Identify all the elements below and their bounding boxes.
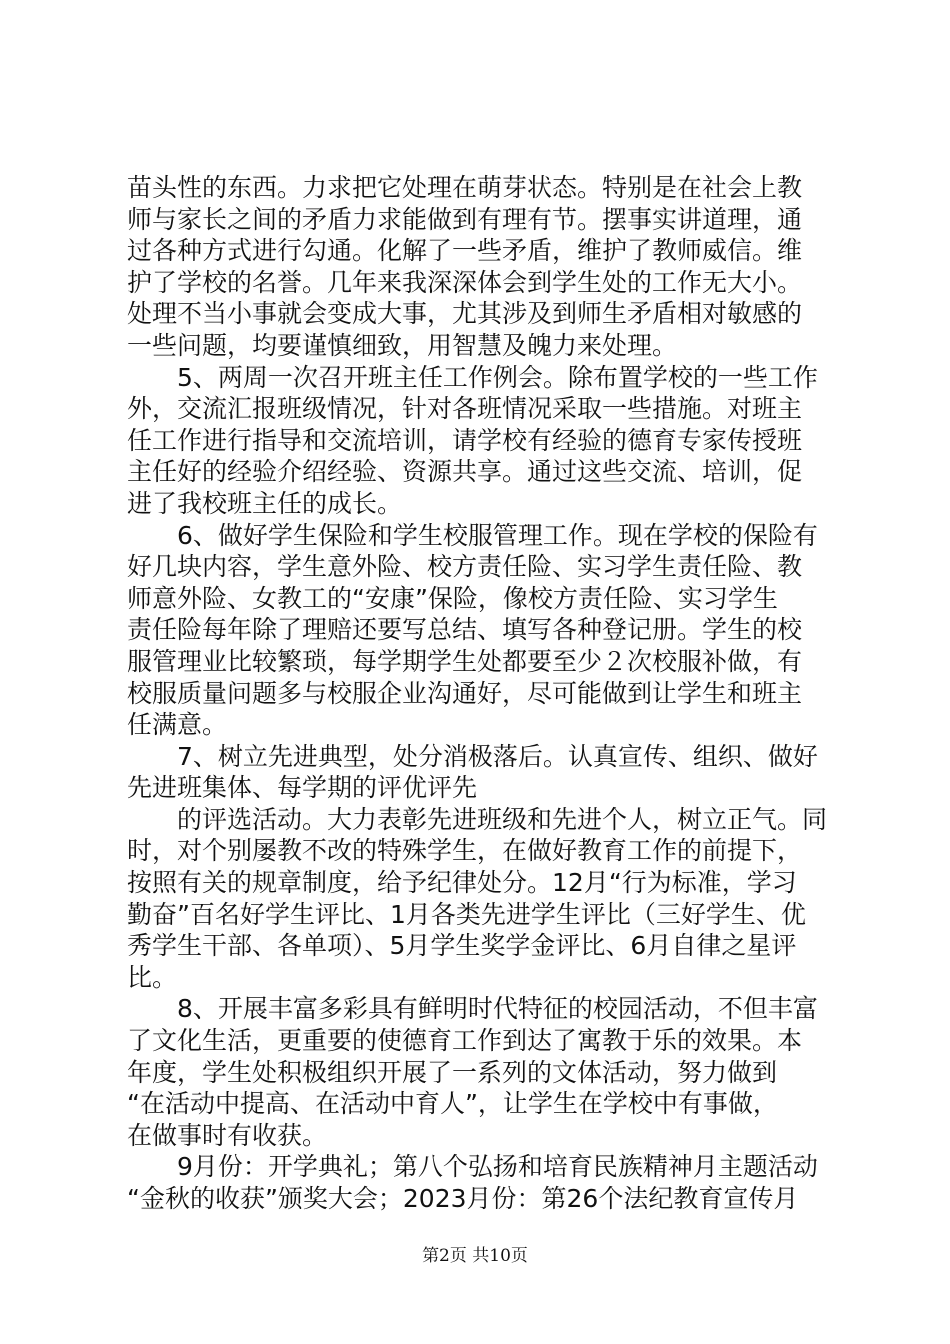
text-line: 先进班集体、每学期的评优评先 bbox=[127, 773, 478, 803]
text-line: 9月份：开学典礼；第八个弘扬和培育民族精神月主题活动 bbox=[177, 1152, 818, 1182]
text-line: 时，对个别屡教不改的特殊学生，在做好教育工作的前提下， bbox=[127, 836, 803, 866]
text-line: 师意外险、女教工的“安康”保险，像校方责任险、实习学生 bbox=[127, 583, 778, 613]
text-line: 按照有关的规章制度，给予纪律处分。12月“行为标准，学习 bbox=[127, 868, 797, 898]
text-line: 任工作进行指导和交流培训，请学校有经验的德育专家传授班 bbox=[127, 425, 803, 455]
text-line: 好几块内容，学生意外险、校方责任险、实习学生责任险、教 bbox=[127, 552, 803, 582]
text-line: 责任险每年除了理赔还要写总结、填写各种登记册。学生的校 bbox=[127, 615, 803, 645]
text-line: 过各种方式进行勾通。化解了一些矛盾，维护了教师威信。维 bbox=[127, 236, 803, 266]
text-line: 外，交流汇报班级情况，针对各班情况采取一些措施。对班主 bbox=[127, 394, 803, 424]
text-line: “金秋的收获”颁奖大会；2023月份：第26个法纪教育宣传月 bbox=[127, 1184, 799, 1213]
text-line: 勤奋”百名好学生评比、1月各类先进学生评比（三好学生、优 bbox=[127, 899, 806, 929]
text-line: 的评选活动。大力表彰先进班级和先进个人，树立正气。同 bbox=[177, 804, 828, 834]
page-number-footer: 第2页 共10页 bbox=[422, 1246, 528, 1266]
text-line: 主任好的经验介绍经验、资源共享。通过这些交流、培训，促 bbox=[127, 457, 803, 487]
document-body bbox=[127, 172, 832, 1215]
text-line: 比。 bbox=[127, 962, 178, 992]
text-line: 7、树立先进典型，处分消极落后。认真宣传、组织、做好 bbox=[177, 741, 818, 771]
text-line: 进了我校班主任的成长。 bbox=[127, 488, 403, 518]
text-line: 6、做好学生保险和学生校服管理工作。现在学校的保险有 bbox=[177, 520, 818, 550]
text-line: 秀学生干部、各单项）、5月学生奖学金评比、6月自律之星评 bbox=[127, 931, 797, 961]
text-line: 8、开展丰富多彩具有鲜明时代特征的校园活动，不但丰富 bbox=[177, 994, 818, 1024]
text-line: 处理不当小事就会变成大事，尤其涉及到师生矛盾相对敏感的 bbox=[127, 299, 803, 329]
text-line: 师与家长之间的矛盾力求能做到有理有节。摆事实讲道理，通 bbox=[127, 204, 803, 234]
text-line: 服管理业比较繁琐，每学期学生处都要至少２次校服补做，有 bbox=[127, 646, 803, 676]
text-line: 护了学校的名誉。几年来我深深体会到学生处的工作无大小。 bbox=[127, 267, 803, 297]
text-line: 任满意。 bbox=[127, 710, 228, 740]
text-line: 年度，学生处积极组织开展了一系列的文体活动，努力做到 bbox=[127, 1057, 778, 1087]
text-line: 了文化生活，更重要的使德育工作到达了寓教于乐的效果。本 bbox=[127, 1026, 803, 1056]
text-line: “在活动中提高、在活动中育人”，让学生在学校中有事做， bbox=[127, 1089, 778, 1119]
text-line: 一些问题，均要谨慎细致，用智慧及魄力来处理。 bbox=[127, 330, 678, 360]
text-line: 苗头性的东西。力求把它处理在萌芽状态。特别是在社会上教 bbox=[127, 173, 803, 202]
text-line: 在做事时有收获。 bbox=[127, 1120, 328, 1150]
text-line: 校服质量问题多与校服企业沟通好，尽可能做到让学生和班主 bbox=[127, 678, 803, 708]
text-line: 5、两周一次召开班主任工作例会。除布置学校的一些工作 bbox=[177, 362, 818, 392]
